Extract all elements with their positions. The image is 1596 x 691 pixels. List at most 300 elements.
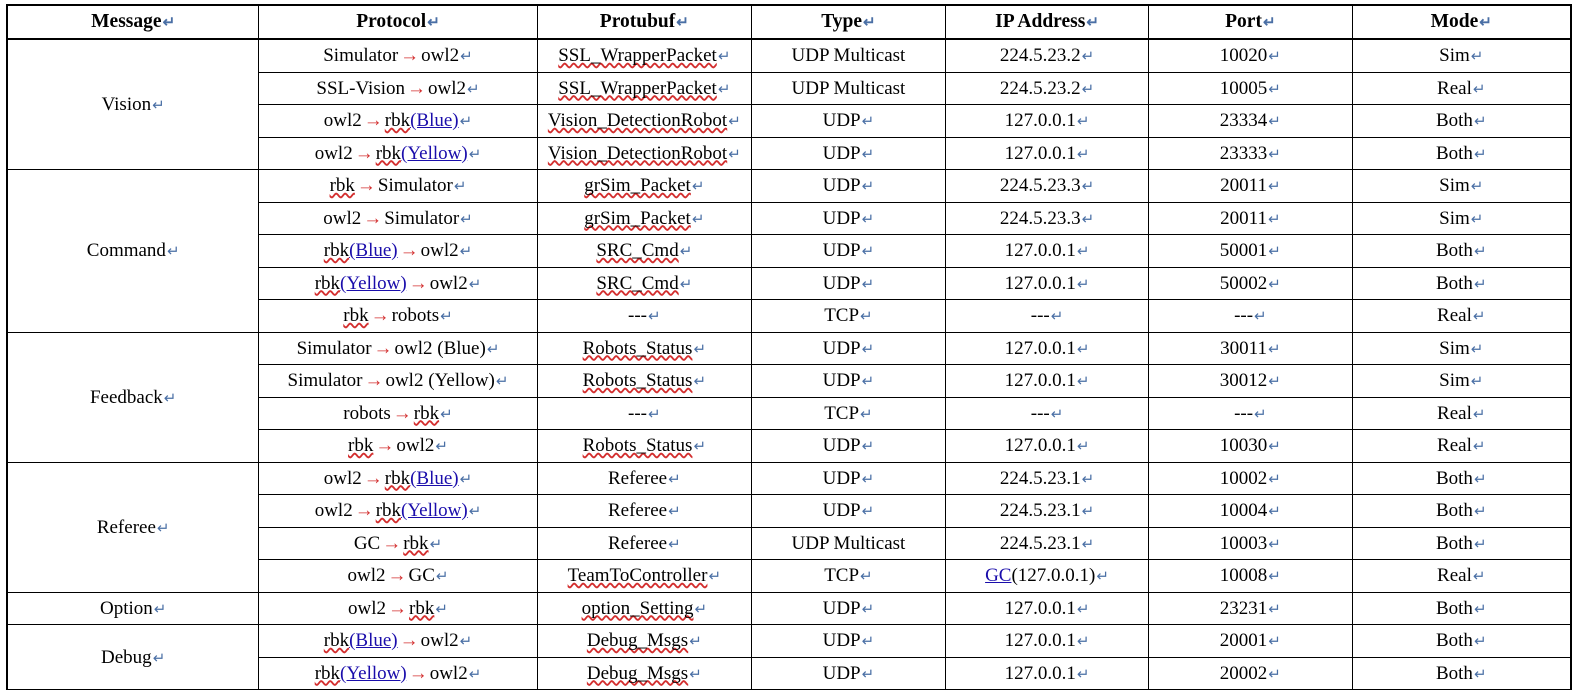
- paragraph-mark: ↵: [1268, 374, 1281, 391]
- mode-text: Both: [1435, 240, 1473, 262]
- spellcheck-word: rbk: [403, 532, 429, 554]
- message-label: Feedback: [89, 386, 163, 408]
- arrow-icon: →: [363, 110, 383, 132]
- arrow-icon: →: [356, 175, 376, 197]
- paragraph-mark: ↵: [153, 601, 167, 618]
- protocol-cell: [259, 39, 537, 72]
- protobuf-text: [584, 176, 691, 195]
- ip-cell: [945, 72, 1148, 105]
- paragraph-mark: ↵: [1268, 504, 1281, 521]
- table-row: [7, 625, 1571, 658]
- table-row: [7, 170, 1571, 203]
- protocol-cell: [259, 495, 537, 528]
- mode-cell: [1352, 625, 1571, 658]
- paragraph-mark: ↵: [1050, 309, 1064, 326]
- paragraph-mark: ↵: [694, 601, 708, 618]
- type-cell: [751, 397, 945, 430]
- protobuf-cell: [537, 300, 751, 333]
- port-text: 50002: [1219, 272, 1268, 294]
- paragraph-mark: ↵: [861, 341, 875, 358]
- protocol-text: owl2 → rbk(Blue): [323, 110, 459, 132]
- paragraph-mark: ↵: [861, 471, 875, 488]
- header-text: IP Address: [995, 11, 1086, 33]
- paragraph-mark: ↵: [691, 211, 705, 228]
- port-text: 30012: [1219, 370, 1268, 392]
- paragraph-mark: ↵: [1081, 471, 1095, 488]
- protocol-cell: [259, 267, 537, 300]
- type-cell: [751, 105, 945, 138]
- paragraph-mark: ↵: [689, 666, 702, 683]
- ip-text: 224.5.23.1: [999, 532, 1081, 554]
- message-label: Command: [86, 240, 166, 262]
- message-cell: [7, 462, 259, 592]
- protocol-text: rbk → robots: [343, 305, 440, 327]
- arrow-icon: →: [387, 565, 407, 587]
- protobuf-cell: [537, 170, 751, 203]
- paragraph-mark: ↵: [1479, 15, 1492, 32]
- spellcheck-word: rbk: [375, 500, 402, 522]
- paragraph-mark: ↵: [460, 211, 473, 228]
- type-cell: [751, 462, 945, 495]
- protocol-text: owl2 → rbk: [348, 597, 435, 619]
- paragraph-mark: ↵: [1254, 309, 1267, 326]
- paragraph-mark: ↵: [1268, 244, 1281, 261]
- ip-cell: [945, 657, 1148, 690]
- paragraph-mark: ↵: [495, 374, 509, 391]
- paragraph-mark: ↵: [1473, 634, 1487, 651]
- protobuf-cell: [537, 430, 751, 463]
- paragraph-mark: ↵: [1472, 569, 1486, 586]
- paragraph-mark: ↵: [1470, 341, 1484, 358]
- paragraph-mark: ↵: [1076, 276, 1090, 293]
- protocol-cell: [259, 235, 537, 268]
- team-qualifier: (Yellow): [401, 142, 468, 164]
- paragraph-mark: ↵: [435, 569, 449, 586]
- protobuf-text: [596, 274, 678, 293]
- spellcheck-word: Vision_DetectionRobot: [547, 110, 728, 132]
- paragraph-mark: ↵: [1081, 504, 1095, 521]
- paragraph-mark: ↵: [861, 634, 875, 651]
- ip-cell: [945, 267, 1148, 300]
- mode-text: Both: [1435, 532, 1473, 554]
- spellcheck-word: rbk: [413, 402, 440, 424]
- protobuf-cell: [537, 495, 751, 528]
- protocol-cell: [259, 625, 537, 658]
- paragraph-mark: ↵: [861, 439, 875, 456]
- arrow-icon: →: [388, 597, 408, 619]
- spellcheck-word: SSL_WrapperPacket: [558, 77, 717, 99]
- mode-cell: [1352, 235, 1571, 268]
- paragraph-mark: ↵: [1473, 471, 1487, 488]
- protobuf-text: [587, 664, 688, 683]
- type-text: UDP: [822, 467, 861, 489]
- mode-text: Both: [1435, 500, 1473, 522]
- protocol-cell: [259, 365, 537, 398]
- port-text: 23334: [1219, 110, 1268, 132]
- arrow-icon: →: [399, 630, 419, 652]
- spellcheck-word: rbk: [329, 175, 355, 197]
- protocol-text: rbk(Yellow) → owl2: [314, 662, 468, 684]
- ip-cell: [945, 39, 1148, 72]
- protocol-text: robots → rbk: [343, 402, 440, 424]
- spellcheck-word: rbk: [323, 630, 350, 652]
- paragraph-mark: ↵: [486, 341, 500, 358]
- mode-text: Both: [1435, 142, 1473, 164]
- arrow-icon: →: [400, 45, 420, 67]
- protobuf-text: Referee: [608, 467, 668, 489]
- spellcheck-word: option_Setting: [581, 597, 694, 619]
- protocol-text: owl2 → GC: [347, 565, 435, 587]
- port-text: ---: [1234, 402, 1254, 424]
- paragraph-mark: ↵: [435, 601, 448, 618]
- ip-text: ---: [1030, 402, 1050, 424]
- team-qualifier: (Blue): [349, 630, 398, 652]
- type-cell: [751, 560, 945, 593]
- paragraph-mark: ↵: [861, 244, 875, 261]
- paragraph-mark: ↵: [668, 536, 681, 553]
- column-header-message: [7, 5, 259, 39]
- paragraph-mark: ↵: [1268, 601, 1281, 618]
- mode-text: Sim: [1439, 337, 1470, 359]
- paragraph-mark: ↵: [717, 49, 731, 66]
- port-text: 30011: [1220, 337, 1267, 359]
- protobuf-cell: [537, 39, 751, 72]
- paragraph-mark: ↵: [1472, 81, 1486, 98]
- protobuf-cell: [537, 397, 751, 430]
- ip-cell: [945, 105, 1148, 138]
- type-text: UDP: [822, 272, 861, 294]
- ip-text: 127.0.0.1: [1004, 142, 1076, 164]
- paragraph-mark: ↵: [1268, 536, 1281, 553]
- protocol-cell: [259, 332, 537, 365]
- protocol-text: owl2 → rbk(Yellow): [314, 142, 468, 164]
- type-cell: [751, 332, 945, 365]
- paragraph-mark: ↵: [708, 569, 722, 586]
- paragraph-mark: ↵: [676, 15, 689, 32]
- paragraph-mark: ↵: [860, 406, 873, 423]
- mode-cell: [1352, 560, 1571, 593]
- port-text: 10008: [1219, 565, 1268, 587]
- spellcheck-word: Debug_Msgs: [586, 662, 689, 684]
- table-body: [7, 39, 1571, 690]
- protobuf-text: ---: [628, 402, 648, 424]
- paragraph-mark: ↵: [1473, 666, 1487, 683]
- paragraph-mark: ↵: [861, 374, 875, 391]
- ip-text: 127.0.0.1: [1004, 630, 1076, 652]
- port-text: 23333: [1219, 142, 1268, 164]
- arrow-icon: →: [364, 370, 384, 392]
- ip-text: 127.0.0.1: [1004, 337, 1076, 359]
- paragraph-mark: ↵: [691, 179, 705, 196]
- message-cell: [7, 625, 259, 690]
- paragraph-mark: ↵: [1473, 536, 1487, 553]
- mode-cell: [1352, 267, 1571, 300]
- spellcheck-word: TeamToController: [567, 565, 708, 587]
- paragraph-mark: ↵: [668, 471, 681, 488]
- ip-text: 127.0.0.1: [1004, 435, 1076, 457]
- protobuf-cell: [537, 105, 751, 138]
- type-text: UDP: [822, 175, 861, 197]
- paragraph-mark: ↵: [1086, 15, 1099, 32]
- protobuf-cell: [537, 527, 751, 560]
- spellcheck-word: SSL_WrapperPacket: [558, 45, 717, 67]
- mode-cell: [1352, 430, 1571, 463]
- protobuf-text: [584, 209, 691, 228]
- arrow-icon: →: [382, 532, 402, 554]
- arrow-icon: →: [407, 77, 426, 99]
- type-text: UDP: [822, 500, 861, 522]
- spellcheck-word: rbk: [384, 110, 411, 132]
- table-row: [7, 592, 1571, 625]
- spellcheck-word: Debug_Msgs: [586, 630, 689, 652]
- paragraph-mark: ↵: [163, 390, 177, 407]
- message-cell: [7, 39, 259, 170]
- paragraph-mark: ↵: [1473, 244, 1487, 261]
- protobuf-cell: [537, 202, 751, 235]
- message-label: Referee: [96, 516, 156, 538]
- spellcheck-word: rbk: [348, 435, 374, 457]
- paragraph-mark: ↵: [468, 504, 482, 521]
- paragraph-mark: ↵: [728, 114, 741, 131]
- protocol-cell: [259, 105, 537, 138]
- type-cell: [751, 39, 945, 72]
- type-text: UDP: [822, 597, 861, 619]
- type-cell: [751, 527, 945, 560]
- type-cell: [751, 625, 945, 658]
- mode-cell: [1352, 72, 1571, 105]
- type-text: UDP Multicast: [791, 532, 906, 554]
- protobuf-text: [596, 241, 678, 260]
- table-header: [7, 5, 1571, 39]
- protocol-text: owl2 → rbk(Blue): [323, 467, 459, 489]
- paragraph-mark: ↵: [1076, 439, 1090, 456]
- spellcheck-word: grSim_Packet: [584, 175, 691, 197]
- ip-text: 224.5.23.3: [999, 175, 1081, 197]
- port-cell: [1149, 267, 1352, 300]
- port-cell: [1149, 495, 1352, 528]
- protobuf-text: Referee: [608, 532, 668, 554]
- paragraph-mark: ↵: [1473, 601, 1487, 618]
- ip-cell: [945, 592, 1148, 625]
- port-cell: [1149, 430, 1352, 463]
- spellcheck-word: rbk: [323, 240, 350, 262]
- paragraph-mark: ↵: [1096, 569, 1109, 586]
- paragraph-mark: ↵: [468, 146, 482, 163]
- protobuf-cell: [537, 592, 751, 625]
- port-text: 20011: [1220, 207, 1267, 229]
- protocol-cell: [259, 560, 537, 593]
- ip-cell: [945, 495, 1148, 528]
- header-text: Mode: [1430, 11, 1479, 33]
- ip-cell: [945, 202, 1148, 235]
- type-cell: [751, 137, 945, 170]
- port-cell: [1149, 462, 1352, 495]
- ip-cell: [945, 462, 1148, 495]
- spellcheck-word: rbk: [343, 305, 369, 327]
- header-text: Message: [91, 11, 162, 33]
- type-cell: [751, 657, 945, 690]
- mode-cell: [1352, 462, 1571, 495]
- paragraph-mark: ↵: [1076, 341, 1090, 358]
- spellcheck-word: Vision_DetectionRobot: [547, 142, 728, 164]
- ip-text: 224.5.23.3: [999, 207, 1081, 229]
- paragraph-mark: ↵: [1081, 49, 1095, 66]
- mode-text: Sim: [1439, 207, 1470, 229]
- port-cell: [1149, 72, 1352, 105]
- paragraph-mark: ↵: [1470, 374, 1484, 391]
- port-text: 10030: [1219, 435, 1268, 457]
- mode-text: Both: [1435, 630, 1473, 652]
- mode-cell: [1352, 137, 1571, 170]
- paragraph-mark: ↵: [1268, 471, 1281, 488]
- ip-text: ---: [1030, 305, 1050, 327]
- paragraph-mark: ↵: [648, 309, 661, 326]
- team-qualifier: (Yellow): [401, 500, 468, 522]
- protobuf-cell: [537, 462, 751, 495]
- paragraph-mark: ↵: [1081, 81, 1095, 98]
- spellcheck-word: rbk: [314, 662, 341, 684]
- message-cell: [7, 592, 259, 625]
- paragraph-mark: ↵: [440, 406, 453, 423]
- paragraph-mark: ↵: [693, 439, 707, 456]
- spellcheck-word: rbk: [409, 597, 435, 619]
- ip-text: 127.0.0.1: [1004, 597, 1076, 619]
- protocol-cell: [259, 527, 537, 560]
- team-qualifier: (Yellow): [340, 272, 407, 294]
- paragraph-mark: ↵: [679, 244, 693, 261]
- mode-text: Both: [1435, 662, 1473, 684]
- paragraph-mark: ↵: [648, 406, 661, 423]
- type-text: TCP: [824, 565, 860, 587]
- spellcheck-word: rbk: [314, 272, 341, 294]
- message-cell: [7, 170, 259, 333]
- spellcheck-word: SRC_Cmd: [596, 272, 679, 294]
- protobuf-text: [582, 599, 694, 618]
- team-qualifier: (Yellow): [340, 662, 407, 684]
- paragraph-mark: ↵: [1081, 536, 1095, 553]
- protocol-text: rbk → Simulator: [329, 175, 453, 197]
- type-text: TCP: [824, 402, 860, 424]
- mode-cell: [1352, 105, 1571, 138]
- protobuf-text: Referee: [608, 500, 668, 522]
- paragraph-mark: ↵: [1268, 146, 1281, 163]
- port-text: 10003: [1219, 532, 1268, 554]
- paragraph-mark: ↵: [1472, 406, 1486, 423]
- spellcheck-word: grSim_Packet: [584, 207, 691, 229]
- paragraph-mark: ↵: [1081, 211, 1095, 228]
- type-cell: [751, 592, 945, 625]
- protobuf-cell: [537, 332, 751, 365]
- ip-cell: [945, 397, 1148, 430]
- port-cell: [1149, 235, 1352, 268]
- paragraph-mark: ↵: [429, 536, 443, 553]
- paragraph-mark: ↵: [1267, 211, 1281, 228]
- paragraph-mark: ↵: [162, 15, 176, 32]
- table-row: [7, 332, 1571, 365]
- protobuf-text: [568, 566, 708, 585]
- paragraph-mark: ↵: [1473, 146, 1487, 163]
- header-text: Type: [821, 11, 863, 33]
- mode-text: Real: [1437, 565, 1472, 587]
- port-cell: [1149, 657, 1352, 690]
- type-cell: [751, 495, 945, 528]
- paragraph-mark: ↵: [860, 309, 873, 326]
- paragraph-mark: ↵: [1076, 114, 1090, 131]
- paragraph-mark: ↵: [1262, 15, 1276, 32]
- port-text: ---: [1234, 305, 1254, 327]
- paragraph-mark: ↵: [460, 49, 473, 66]
- arrow-icon: →: [370, 305, 390, 327]
- paragraph-mark: ↵: [1076, 634, 1090, 651]
- paragraph-mark: ↵: [1472, 309, 1486, 326]
- type-cell: [751, 235, 945, 268]
- type-text: UDP: [822, 370, 861, 392]
- protobuf-text: [548, 144, 727, 163]
- ip-text: 127.0.0.1: [1004, 272, 1076, 294]
- paragraph-mark: ↵: [1470, 211, 1484, 228]
- mode-text: Both: [1435, 272, 1473, 294]
- paragraph-mark: ↵: [467, 81, 480, 98]
- paragraph-mark: ↵: [689, 634, 702, 651]
- mode-text: Sim: [1439, 45, 1470, 67]
- column-header-mode: [1352, 5, 1571, 39]
- paragraph-mark: ↵: [1268, 49, 1281, 66]
- protocol-text: SSL-Vision → owl2: [316, 77, 466, 99]
- column-header-protocol: [259, 5, 537, 39]
- type-cell: [751, 170, 945, 203]
- port-text: 20001: [1219, 630, 1268, 652]
- header-text: Port: [1225, 11, 1262, 33]
- header-text: Protubuf: [599, 11, 676, 33]
- ip-text: GC(127.0.0.1): [985, 565, 1096, 587]
- type-cell: [751, 202, 945, 235]
- paragraph-mark: ↵: [156, 520, 170, 537]
- type-text: TCP: [824, 305, 860, 327]
- arrow-icon: →: [354, 500, 374, 522]
- column-header-type: [751, 5, 945, 39]
- mode-cell: [1352, 657, 1571, 690]
- paragraph-mark: ↵: [861, 666, 875, 683]
- paragraph-mark: ↵: [861, 114, 875, 131]
- paragraph-mark: ↵: [1473, 276, 1487, 293]
- paragraph-mark: ↵: [693, 374, 707, 391]
- mode-text: Both: [1435, 110, 1473, 132]
- port-cell: [1149, 560, 1352, 593]
- protobuf-cell: [537, 560, 751, 593]
- ip-cell: [945, 170, 1148, 203]
- mode-cell: [1352, 202, 1571, 235]
- gc-link: GC: [985, 565, 1012, 587]
- team-qualifier: (Blue): [349, 240, 398, 262]
- protobuf-text: [583, 371, 693, 390]
- port-cell: [1149, 365, 1352, 398]
- paragraph-mark: ↵: [861, 179, 875, 196]
- protobuf-cell: [537, 72, 751, 105]
- type-cell: [751, 365, 945, 398]
- protobuf-text: [583, 339, 693, 358]
- mode-text: Both: [1435, 597, 1473, 619]
- type-cell: [751, 267, 945, 300]
- paragraph-mark: ↵: [1267, 179, 1281, 196]
- ip-text: 224.5.23.1: [999, 500, 1081, 522]
- message-cell: [7, 332, 259, 462]
- type-text: UDP: [822, 142, 861, 164]
- protocol-cell: [259, 137, 537, 170]
- paragraph-mark: ↵: [693, 341, 707, 358]
- team-qualifier: (Blue): [410, 110, 459, 132]
- ip-cell: [945, 625, 1148, 658]
- protobuf-cell: [537, 625, 751, 658]
